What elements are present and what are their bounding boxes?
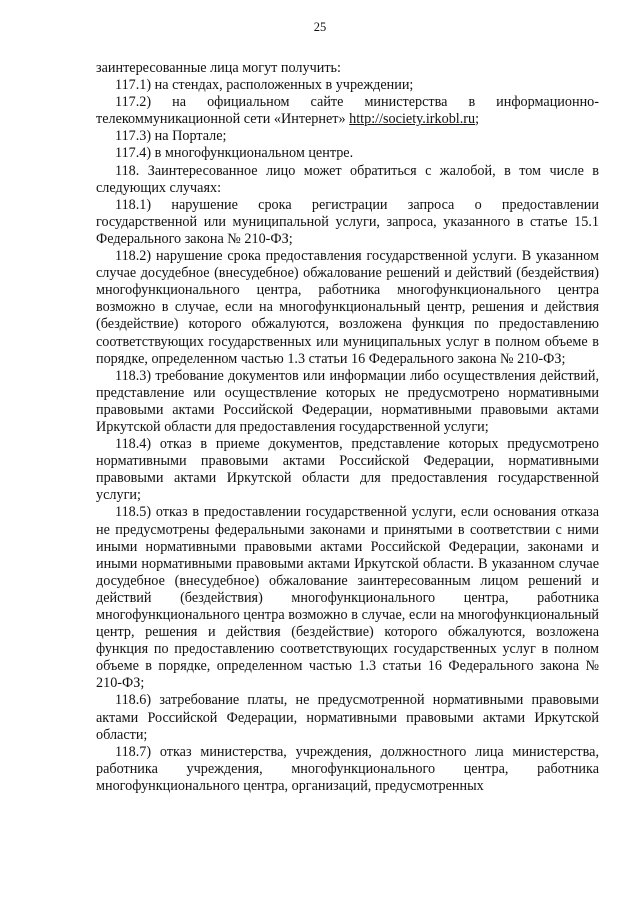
paragraph-118-1: 118.1) нарушение срока регистрации запроса о предоставлении государственной или муниципальной услуги, запроса, указанного в статье 15.1 Федерального закона № 210-ФЗ; <box>96 196 599 247</box>
page-number: 25 <box>313 20 327 34</box>
paragraph-117-3: 117.3) на Портале; <box>115 128 227 145</box>
paragraph-118-2: 118.2) нарушение срока предоставления государственной услуги. В указанном случае досудебное (внесудебное) обжалование решений и действий (бездействия) многофункционального центра, работника многофункционального центра возможно в случае, если на многофункциональный центр, решения и действия (бездействие) которого обжалуются, возложена функция по предоставлению соответствующих государственных или муниципальных услуг в полном объеме в порядке, определенном частью 1.3 статьи 16 Федерального закона № 210-ФЗ; <box>96 248 599 367</box>
society-website-link[interactable]: http://society.irkobl.ru <box>349 111 476 128</box>
paragraph-118-7: 118.7) отказ министерства, учреждения, должностного лица министерства, работника учреждения, многофункционального центра, работника многофункционального центра, организаций, предусмотренных <box>96 743 599 794</box>
paragraph-117-2-tail: ; <box>475 111 480 128</box>
paragraph-117-4: 117.4) в многофункциональном центре. <box>115 145 354 162</box>
paragraph-118-5: 118.5) отказ в предоставлении государственной услуги, если основания отказа не предусмотрены федеральными законами и принятыми в соответствии с ними иными нормативными правовыми актами Российской Федерации, законами и иными нормативными правовыми актами Иркутской области. В указанном случае досудебное (внесудебное) обжалование заинтересованным лицом решений и действий (бездействия) многофункционального центра, работника многофункционального центра возможно в случае, если на многофункциональный центр, решения и действия (бездействие) которого обжалуются, возложена функция по предоставлению соответствующих государственных услуг в полном объеме в порядке, определенном частью 1.3 статьи 16 Федерального закона № 210-ФЗ; <box>96 504 599 692</box>
paragraph-118: 118. Заинтересованное лицо может обратиться с жалобой, в том числе в следующих случаях: <box>96 162 599 196</box>
paragraph-intro: заинтересованные лица могут получить: <box>96 60 341 76</box>
document-body <box>96 60 599 795</box>
paragraph-117-2 <box>96 94 599 128</box>
paragraph-118-6: 118.6) затребование платы, не предусмотренной нормативными правовыми актами Российской Федерации, нормативными правовыми актами Иркутской области; <box>96 692 599 743</box>
paragraph-117-1: 117.1) на стендах, расположенных в учреждении; <box>115 77 414 94</box>
paragraph-118-3: 118.3) требование документов или информации либо осуществления действий, представление или осуществление которых не предусмотрено нормативными правовыми актами Российской Федерации, нормативными правовыми актами Иркутской области для предоставления государственной услуги; <box>96 367 599 435</box>
paragraph-118-4: 118.4) отказ в приеме документов, представление которых предусмотрено нормативными правовыми актами Российской Федерации, нормативными правовыми актами Иркутской области для предоставления государственной услуги; <box>96 436 599 504</box>
paragraph-117-2-text: 117.2) на официальном сайте министерства в информационно-телекоммуникационной сети «Интернет» <box>96 94 599 128</box>
